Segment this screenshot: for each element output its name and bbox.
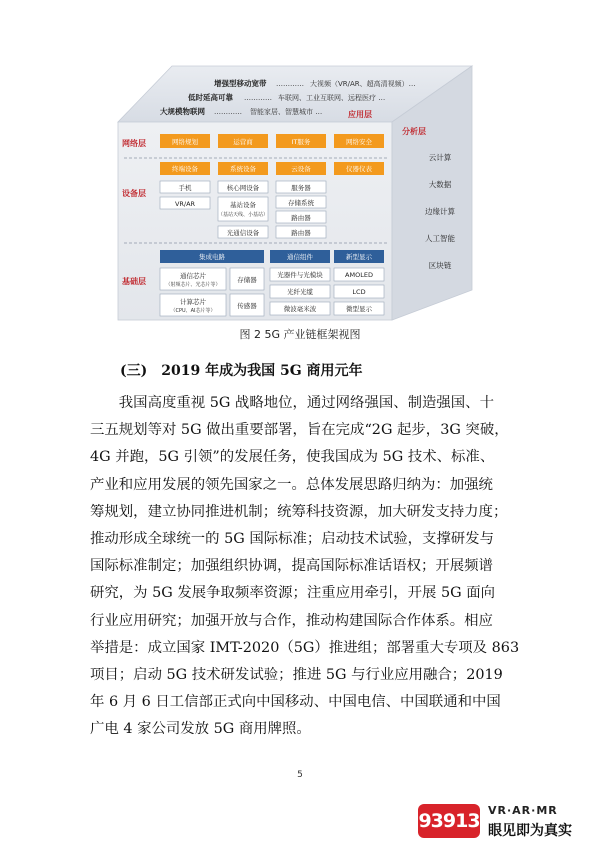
cloud-item-1-text: 服务器	[291, 184, 311, 192]
ic-compute-chip-sub: （CPU、AI芯片等）	[170, 308, 216, 314]
display-item-2-text: LCD	[352, 288, 366, 296]
paragraph-line: 项目；启动 5G 技术研发试验；推进 5G 与行业应用融合；2019	[90, 666, 503, 683]
paragraph-line: 产业和应用发展的领先国家之一。总体发展思路归纳为：加强统	[90, 476, 493, 493]
watermark-logo	[418, 800, 598, 844]
app-row-dots-1: …………	[276, 80, 304, 88]
base-header-1-text: 集成电路	[199, 253, 225, 261]
network-box-4-text: 网络安全	[346, 138, 372, 146]
analysis-item-4: 人工智能	[425, 234, 455, 243]
logo-tagline-bottom: 眼见即为真实	[488, 823, 572, 839]
ic-sensor-text: 传感器	[237, 302, 257, 310]
analysis-item-3: 边缘计算	[425, 207, 455, 216]
paragraph-line: 我国高度重视 5G 战略地位，通过网络强国、制造强国、十	[90, 395, 494, 411]
app-row-items-1: 大视频（VR/AR、超高清视频）…	[310, 80, 416, 88]
5g-industry-chain-diagram	[0, 0, 600, 330]
network-box-2-text: 运营商	[233, 138, 253, 146]
comm-item-3-text: 微波毫米波	[283, 305, 317, 313]
paragraph-line: 举措是：成立国家 IMT-2020（5G）推进组；部署重大专项及 863	[90, 639, 520, 656]
app-row-label-3: 大规模物联网	[160, 107, 205, 116]
paragraph-line: 年 6 月 6 日工信部正式向中国移动、中国电信、中国联通和中国	[90, 694, 501, 711]
device-header-1-text: 终端设备	[172, 165, 198, 173]
terminal-item-2-text: VR/AR	[174, 200, 196, 208]
system-item-2-text: 基站设备	[230, 201, 256, 209]
comm-item-1-text: 光器件与光模块	[277, 271, 323, 279]
app-row-items-2: 车联网、工业互联网、远程医疗 …	[278, 94, 386, 102]
paragraph-line: 国际标准制定；加强组织协调，提高国际标准话语权；开展频谱	[90, 558, 493, 575]
system-item-3-text: 光通信设备	[226, 229, 260, 237]
cloud-item-4-text: 路由器	[291, 229, 311, 237]
system-item-2-sub: （基站天线、小基站）	[217, 212, 269, 218]
network-layer-label: 网络层	[122, 139, 146, 148]
paragraph-line: 三五规划等对 5G 做出重要部署，旨在完成“2G 起步，3G 突破，	[90, 422, 509, 439]
paragraph-line: 4G 并跑，5G 引领”的发展任务，使我国成为 5G 技术、标准、	[90, 449, 495, 466]
analysis-item-1: 云计算	[428, 153, 452, 162]
device-header-3-text: 云设备	[291, 165, 311, 173]
network-box-1-text: 网络规划	[172, 138, 198, 146]
comm-item-2-text: 光纤光缆	[287, 288, 313, 296]
ic-comm-chip-text: 通信芯片	[180, 272, 206, 280]
base-header-2-text: 通信组件	[287, 253, 313, 261]
terminal-item-1-text: 手机	[178, 184, 192, 192]
ic-memory-text: 存储器	[237, 276, 257, 284]
cloud-item-3-text: 路由器	[291, 214, 311, 222]
base-layer-label: 基础层	[122, 277, 146, 286]
display-item-1-text: AMOLED	[345, 271, 373, 279]
analysis-item-5: 区块链	[428, 261, 452, 270]
application-layer-label: 应用层	[348, 110, 372, 119]
ic-comm-chip-sub: （射频芯片、光芯片等）	[165, 282, 221, 288]
device-header-4-text: 仪器仪表	[346, 165, 372, 173]
paragraph-line: 行业应用研究；加强开放与合作，推动构建国际合作体系。相应	[90, 612, 493, 629]
device-header-2-text: 系统设备	[230, 165, 256, 173]
ic-compute-chip-text: 计算芯片	[180, 298, 206, 306]
app-row-items-3: 智能家居、智慧城市 …	[250, 108, 323, 116]
app-row-label-1: 增强型移动宽带	[214, 79, 267, 88]
network-box-3-text: IT服务	[291, 138, 311, 146]
page-number: 5	[297, 770, 303, 780]
app-row-dots-2: …………	[244, 94, 272, 102]
section-heading: (三) 2019 年成为我国 5G 商用元年	[120, 363, 363, 379]
device-layer-label: 设备层	[122, 189, 146, 198]
logo-tagline-top: VR·AR·MR	[488, 804, 558, 817]
app-row-label-2: 低时延高可靠	[188, 93, 233, 102]
cloud-item-2-text: 存储系统	[288, 199, 314, 207]
display-item-3-text: 微型显示	[346, 305, 372, 313]
figure-caption: 图 2 5G 产业链框架视图	[239, 328, 361, 341]
analysis-item-2: 大数据	[428, 180, 452, 189]
paragraph-line: 广电 4 家公司发放 5G 商用牌照。	[90, 721, 311, 738]
paragraph-line: 研究，为 5G 发展争取频率资源；注重应用牵引，开展 5G 面向	[90, 585, 495, 602]
paragraph-line: 筹规划，建立协同推进机制；统筹科技资源，加大研发支持力度；	[90, 503, 508, 520]
paragraph-line: 推动形成全球统一的 5G 国际标准；启动技术试验，支撑研发与	[90, 530, 494, 547]
base-header-3-text: 新型显示	[346, 253, 372, 261]
body-paragraph	[90, 390, 520, 743]
analysis-layer-label: 分析层	[402, 127, 426, 136]
app-row-dots-3: …………	[214, 108, 242, 116]
logo-number: 93913	[418, 804, 480, 838]
system-item-1-text: 核心网设备	[226, 184, 260, 192]
